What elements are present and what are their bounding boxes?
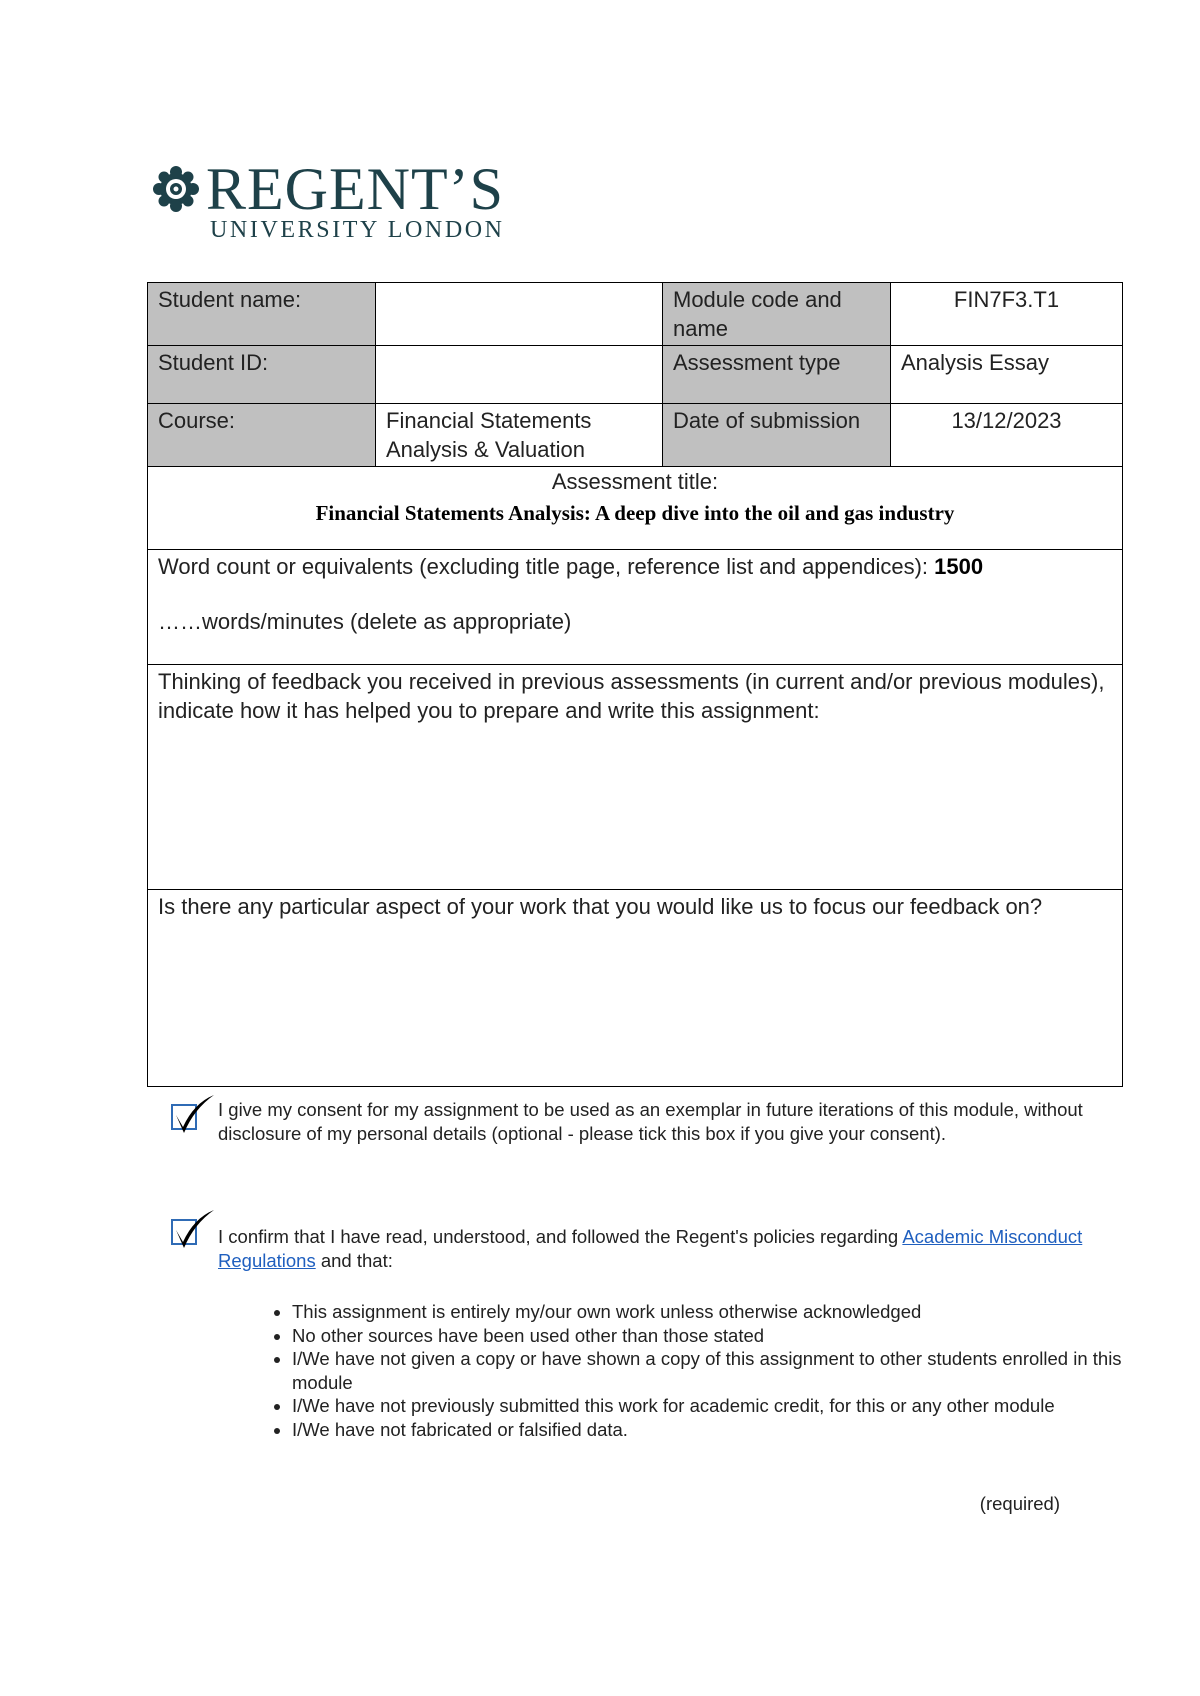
course-label: Course:	[148, 404, 376, 467]
table-row	[148, 346, 1123, 404]
university-logo	[150, 156, 530, 250]
table-row	[148, 283, 1123, 346]
required-note: (required)	[979, 1493, 1060, 1514]
declaration-list	[252, 1300, 1122, 1441]
word-count-line	[158, 552, 1112, 581]
confirm-suffix: and that:	[320, 1249, 393, 1271]
assessment-title-label: Assessment title:	[551, 469, 719, 494]
table-row	[148, 665, 1123, 890]
list-item: • I/We have not given a copy or have shown a copy of this assignment to other students enrolled in this module	[292, 1347, 1122, 1394]
table-row	[148, 404, 1123, 467]
feedback-focus-field[interactable]	[148, 890, 1123, 1087]
student-name-label: Student name:	[148, 283, 376, 346]
assessment-type-label: Assessment type	[663, 346, 891, 404]
list-item: • I/We have not previously submitted this work for academic credit, for this or any other module	[292, 1394, 1122, 1418]
table-row	[148, 467, 1123, 550]
assessment-title-value[interactable]: Financial Statements Analysis: A deep dive into the oil and gas industry	[315, 501, 955, 525]
date-of-submission-value[interactable]: 13/12/2023	[891, 404, 1123, 467]
spacer	[158, 581, 1112, 607]
course-value[interactable]: Financial Statements Analysis & Valuation	[376, 404, 663, 467]
logo-wordmark: REGENT’S	[206, 156, 504, 222]
date-of-submission-label: Date of submission	[663, 404, 891, 467]
rose-emblem-icon	[152, 165, 200, 213]
table-row	[148, 550, 1123, 665]
word-count-units: ……words/minutes (delete as appropriate)	[158, 609, 572, 634]
student-id-field[interactable]	[376, 346, 663, 404]
confirm-prefix: I confirm that I have read, understood, and followed the Regent's policies regarding	[218, 1226, 899, 1247]
word-count-cell	[148, 550, 1123, 665]
list-item: • No other sources have been used other than those stated	[292, 1324, 1122, 1348]
list-item: • I/We have not fabricated or falsified data.	[292, 1418, 1122, 1442]
feedback-focus-prompt: Is there any particular aspect of your work that you would like us to focus our feedback on?	[158, 894, 1043, 919]
academic-misconduct-link[interactable]: Academic Misconduct Regulations	[218, 1226, 1083, 1271]
student-name-field[interactable]	[376, 283, 663, 346]
module-label: Module code and name	[663, 283, 891, 346]
academic-integrity-text	[218, 1225, 1098, 1272]
word-count-label: Word count or equivalents (excluding title page, reference list and appendices):	[158, 554, 929, 579]
logo-subtitle: UNIVERSITY LONDON	[210, 217, 505, 243]
exemplar-consent-checkbox[interactable]	[170, 1093, 216, 1137]
table-row	[148, 890, 1123, 1087]
academic-integrity-checkbox[interactable]	[170, 1208, 216, 1252]
assessment-title-cell	[148, 467, 1123, 550]
previous-feedback-prompt: Thinking of feedback you received in previous assessments (in current and/or previous modules), indicate how it has helped you to prepare and write this assignment:	[158, 669, 1105, 723]
student-id-label: Student ID:	[148, 346, 376, 404]
word-count-value[interactable]: 1500	[934, 554, 984, 579]
previous-feedback-field[interactable]	[148, 665, 1123, 890]
assessment-type-value[interactable]: Analysis Essay	[891, 346, 1123, 404]
cover-sheet-table	[147, 282, 1123, 1087]
module-value[interactable]: FIN7F3.T1	[891, 283, 1123, 346]
list-item: • This assignment is entirely my/our own work unless otherwise acknowledged	[292, 1300, 1122, 1324]
exemplar-consent-text: I give my consent for my assignment to be used as an exemplar in future iterations of this module, without disclosure of my personal details (optional - please tick this box if you give your consent).	[218, 1099, 1083, 1144]
